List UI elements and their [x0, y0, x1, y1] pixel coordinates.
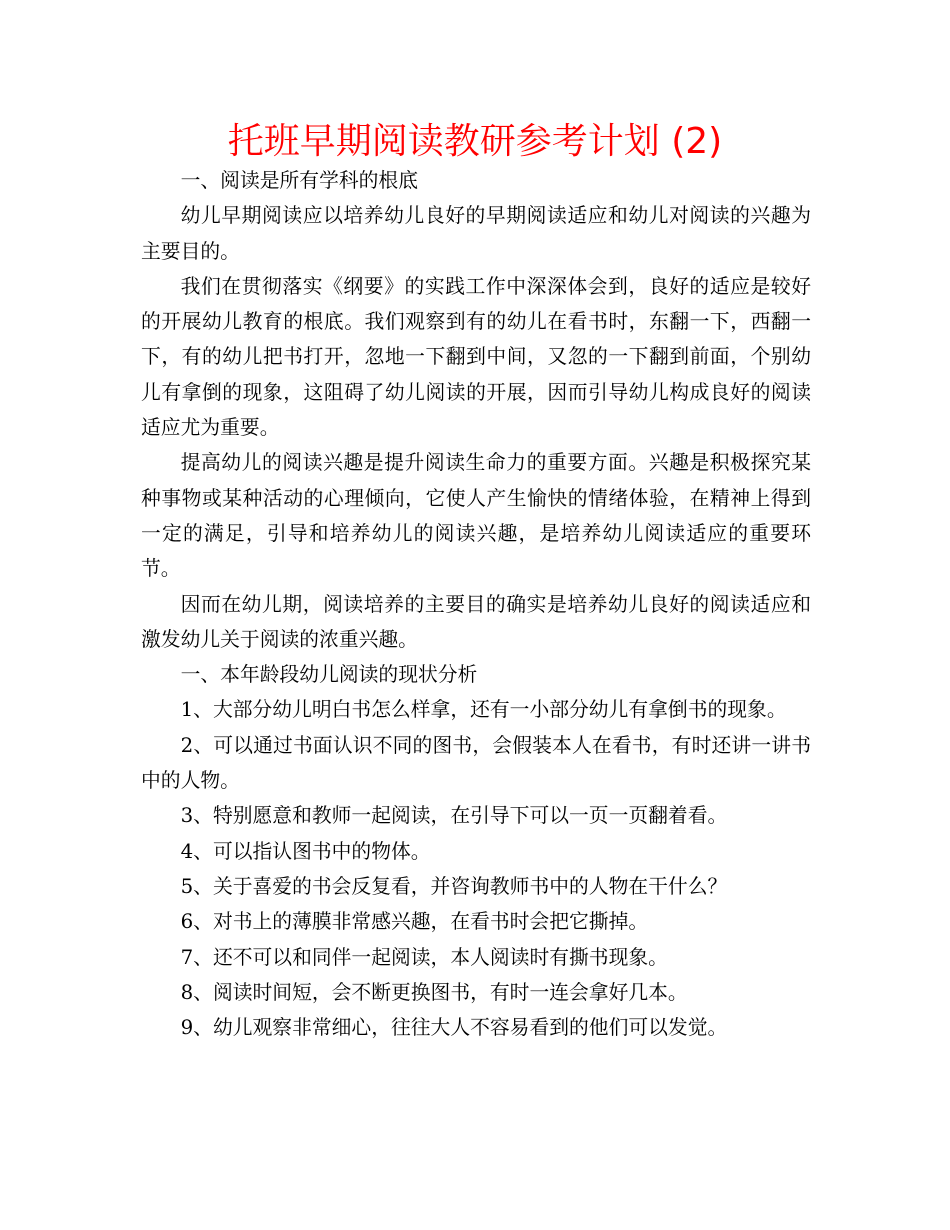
- document-body: [141, 163, 811, 1045]
- list-item: 1、大部分幼儿明白书怎么样拿，还有一小部分幼儿有拿倒书的现象。: [180, 698, 787, 722]
- list-item: 7、还不可以和同伴一起阅读，本人阅读时有撕书现象。: [180, 945, 668, 969]
- document-title: 托班早期阅读教研参考计划 (2): [227, 121, 723, 162]
- list-item: 9、幼儿观察非常细心，往往大人不容易看到的他们可以发觉。: [180, 1016, 728, 1040]
- list-item: 3、特别愿意和教师一起阅读，在引导下可以一页一页翻着看。: [180, 804, 728, 828]
- list-item: 2、可以通过书面认识不同的图书，会假装本人在看书，有时还讲一讲书中的人物。: [141, 733, 811, 793]
- list-item: 6、对书上的薄膜非常感兴趣，在看书时会把它撕掉。: [180, 910, 649, 934]
- list-item: 4、可以指认图书中的物体。: [180, 839, 431, 863]
- paragraph: 因而在幼儿期，阅读培养的主要目的确实是培养幼儿良好的阅读适应和激发幼儿关于阅读的浓重兴趣。: [141, 592, 811, 651]
- section-heading-1: 一、阅读是所有学科的根底: [180, 169, 418, 192]
- list-item: 8、阅读时间短，会不断更换图书，有时一连会拿好几本。: [180, 980, 688, 1004]
- section-heading-2: 一、本年龄段幼儿阅读的现状分析: [180, 663, 478, 687]
- paragraph: 幼儿早期阅读应以培养幼儿良好的早期阅读适应和幼儿对阅读的兴趣为主要目的。: [141, 204, 811, 263]
- list-item: 5、关于喜爱的书会反复看，并咨询教师书中的人物在干什么？: [180, 874, 728, 898]
- paragraph: 提高幼儿的阅读兴趣是提升阅读生命力的重要方面。兴趣是积极探究某种事物或某种活动的心理倾向，它使人产生愉快的情绪体验，在精神上得到一定的满足，引导和培养幼儿的阅读兴趣，是培养幼儿阅读适应的重要环节。: [141, 451, 811, 581]
- paragraph: 我们在贯彻落实《纲要》的实践工作中深深体会到，良好的适应是较好的开展幼儿教育的根底。我们观察到有的幼儿在看书时，东翻一下，西翻一下，有的幼儿把书打开，忽地一下翻到中间，又忽的一下翻到前面，个别幼儿有拿倒的现象，这阻碍了幼儿阅读的开展，因而引导幼儿构成良好的阅读适应尤为重要。: [141, 274, 811, 440]
